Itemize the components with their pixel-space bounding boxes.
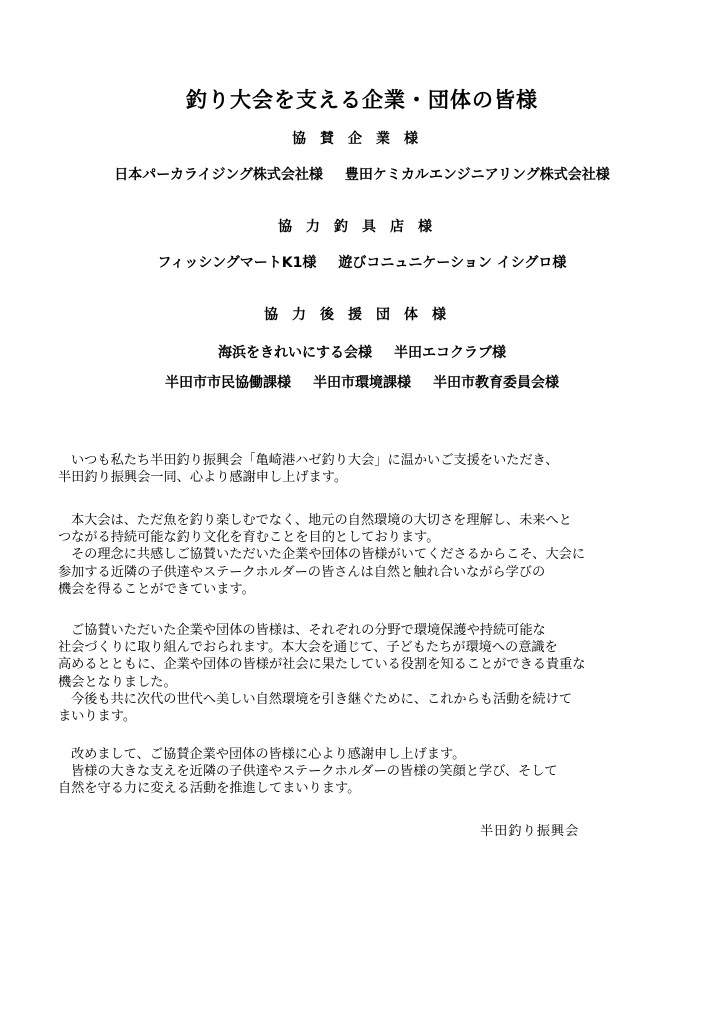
sponsor-name: 日本パーカライジング株式会社様	[114, 167, 323, 183]
supporting-group-name: 海浜をきれいにする会様	[218, 345, 372, 361]
paragraph-line: 本大会は、ただ魚を釣り楽しむでなく、地元の自然環境の大切さを理解し、未来へと	[71, 513, 572, 528]
sponsors-list	[0, 164, 724, 184]
paragraph-line: 機会を得ることができています。	[58, 581, 255, 597]
tackle-shop-name: フィッシングマートK1様	[157, 255, 317, 271]
supporting-group-name: 半田市教育委員会様	[433, 375, 559, 391]
paragraph-line: 自然を守る力に変える活動を推進してまいります。	[58, 781, 361, 797]
paragraph-line: 皆様の大きな支えを近隣の子供達やステークホルダーの皆様の笑顔と学び、そして	[71, 764, 558, 780]
paragraph-3	[58, 622, 678, 725]
sponsor-name: 豊田ケミカルエンジニアリング株式会社様	[344, 167, 610, 183]
sponsors-heading: 協賛企業様	[292, 131, 432, 147]
supporting-groups-heading: 協力後援団体様	[264, 307, 460, 323]
paragraph-line: 機会となりました。	[58, 674, 177, 690]
paragraph-1	[58, 452, 678, 486]
paragraph-line: 社会づくりに取り組んでおられます。本大会を通じて、子どもたちが環境への意識を	[58, 640, 558, 656]
paragraph-line: つながる持続可能な釣り文化を育むことを目的としております。	[58, 530, 440, 546]
signature: 半田釣り振興会	[480, 824, 580, 839]
tackle-shops-list	[0, 252, 724, 272]
paragraph-line: ご協賛いただいた企業や団体の皆様は、それぞれの分野で環境保護や持続可能な	[71, 623, 546, 638]
paragraph-line: 改めまして、ご協賛企業や団体の皆様に心より感謝申し上げます。	[71, 747, 466, 762]
paragraph-line: 参加する近隣の子供達やステークホルダーの皆さんは自然と触れ合いながら学びの	[58, 564, 546, 580]
paragraph-line: 今後も共に次代の世代へ美しい自然環境を引き継ぐために、これからも活動を続けて	[71, 691, 573, 707]
tackle-shops-heading: 協力釣具店様	[278, 219, 446, 235]
supporting-groups-line-2	[0, 372, 724, 392]
tackle-shop-name: 遊びコニュニケーション イシグロ様	[338, 255, 567, 271]
paragraph-line: まいります。	[58, 708, 137, 724]
paragraph-line: 高めるとともに、企業や団体の皆様が社会に果たしている役割を知ることができる貴重な	[58, 657, 586, 673]
supporting-group-name: 半田エコクラブ様	[394, 345, 506, 361]
paragraph-line: 半田釣り振興会一同、心より感謝申し上げます。	[58, 470, 348, 486]
paragraph-line: その理念に共感しご協賛いただいた企業や団体の皆様がいてくださるからこそ、大会に	[71, 547, 586, 563]
page-title: 釣り大会を支える企業・団体の皆様	[186, 88, 538, 112]
paragraph-2	[58, 512, 678, 598]
supporting-groups-line-1	[0, 342, 724, 362]
supporting-group-name: 半田市市民協働課様	[165, 375, 291, 391]
paragraph-4	[58, 746, 678, 798]
paragraph-line: いつも私たち半田釣り振興会「亀崎港ハゼ釣り大会」に温かいご支援をいただき、	[71, 453, 559, 468]
supporting-group-name: 半田市環境課様	[313, 375, 411, 391]
